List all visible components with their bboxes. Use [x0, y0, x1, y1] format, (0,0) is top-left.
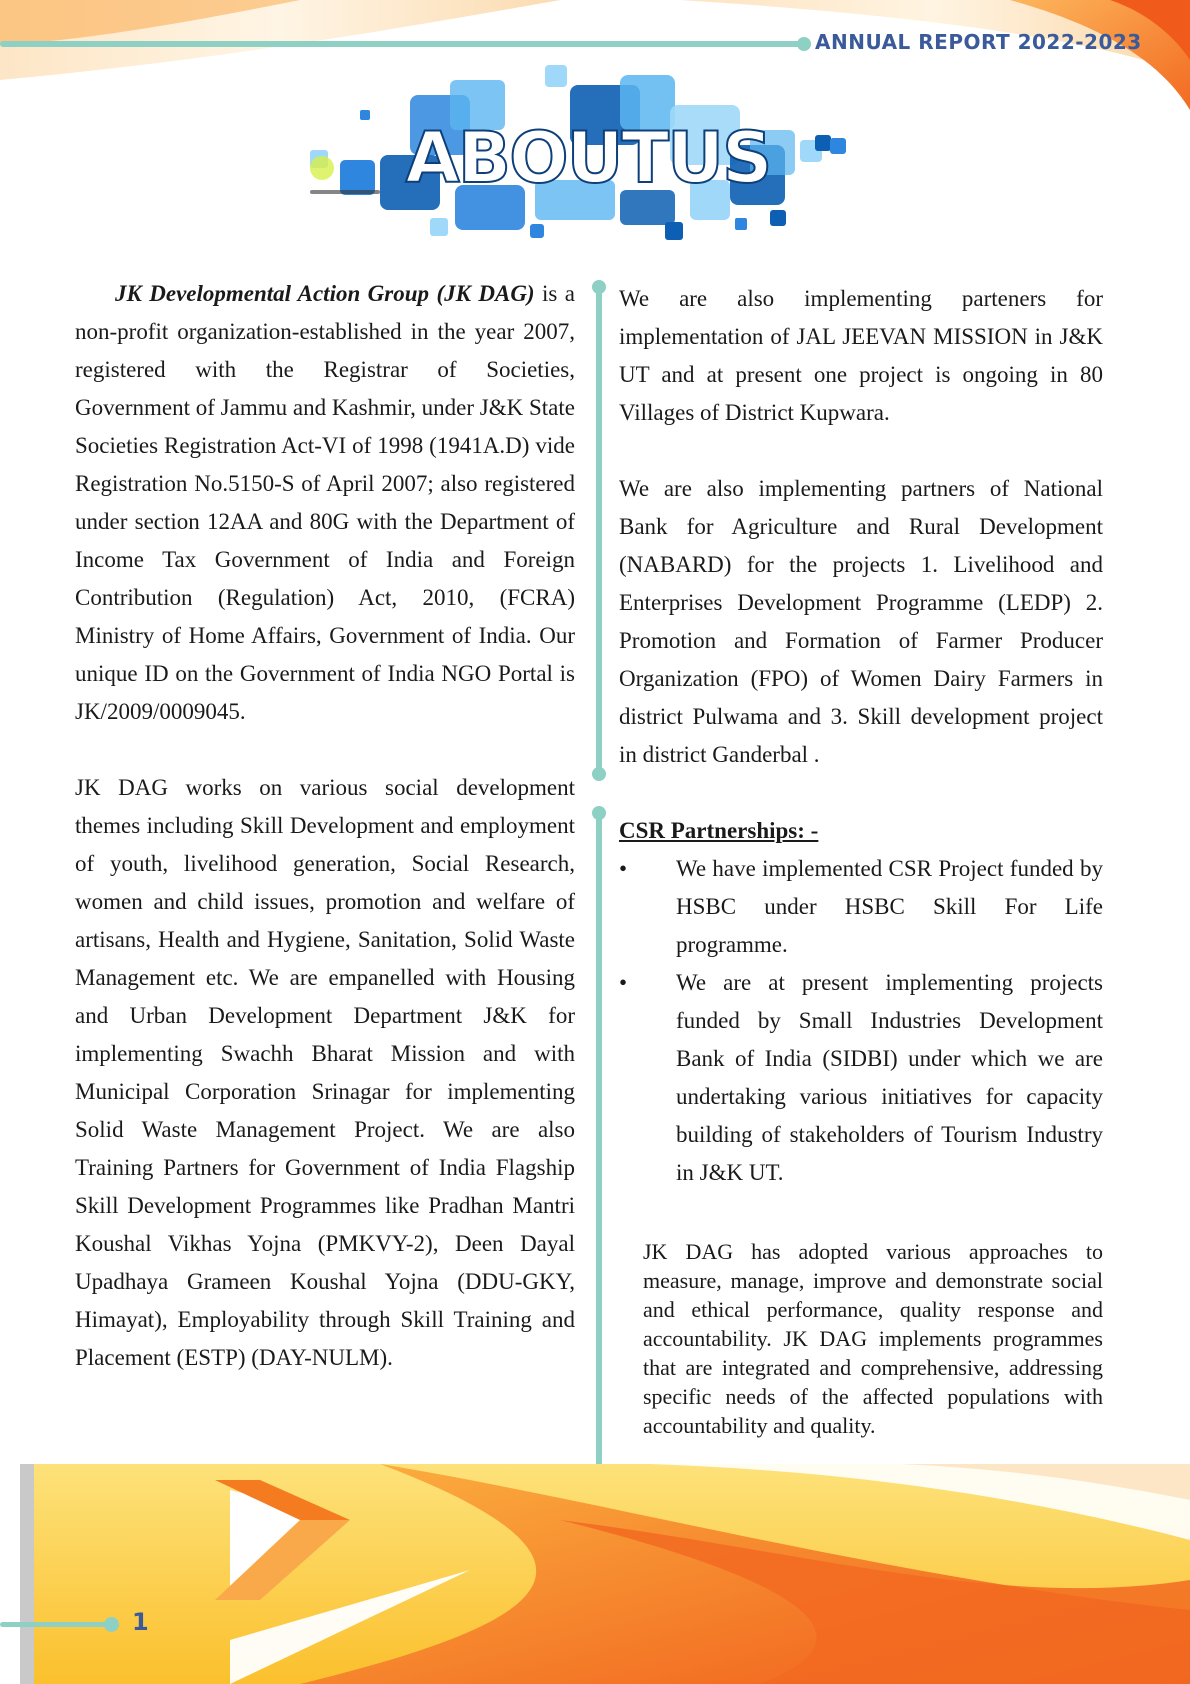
csr-list-item — [619, 850, 1103, 964]
left-column — [75, 275, 575, 1377]
organization-name: JK Developmental Action Group (JK DAG) — [115, 281, 535, 306]
column-divider-top — [596, 286, 602, 773]
footer-rule — [0, 1622, 110, 1627]
report-title: ANNUAL REPORT 2022-2023 — [815, 30, 1142, 54]
column-divider-bottom — [596, 812, 602, 1472]
page-number: 1 — [132, 1608, 149, 1636]
approach-paragraph: JK DAG has adopted various approaches to measure, manage, improve and demonstrate social and ethical performance, quality response and accountability. JK DAG implements programmes that are integrated and comprehensive, addressing specific needs of the affected populations with accountability and quality. — [643, 1239, 1103, 1438]
csr-item-text: We are at present implementing projects funded by Small Industries Development Bank of India (SIDBI) under which we are undertaking various initiatives for capacity building of stakeholders of Tourism Industry in J&K UT. — [676, 970, 1103, 1185]
header-rule — [0, 41, 805, 47]
intro-text: is a non-profit organization-established in the year 2007, registered with the Registrar of Societies, Government of Jammu and Kashmir, under J&K State Societies Registration Act-VI of 1998 (1941A.D) vide Registration No.5150-S of April 2007; also registered under section 12AA and 80G with the Department of Income Tax Government of India and Foreign Contribution (Regulation) Act, 2010, (FCRA) Ministry of Home Affairs, Government of India. Our unique ID on the Government of India NGO Portal is JK/2009/0009045. — [75, 281, 575, 724]
bullet-icon: • — [619, 856, 628, 881]
csr-heading: CSR Partnerships: - — [619, 818, 819, 843]
bullet-icon: • — [619, 970, 628, 995]
about-us-logo-text: ABOUTUS — [405, 117, 771, 199]
csr-list-item — [619, 964, 1103, 1192]
divider-dot — [592, 280, 606, 294]
intro-paragraph — [75, 275, 575, 731]
right-column — [619, 280, 1103, 1192]
csr-list — [619, 850, 1103, 1192]
header-rule-dot — [797, 37, 811, 51]
divider-dot — [592, 806, 606, 820]
csr-item-text: We have implemented CSR Project funded by HSBC under HSBC Skill For Life programme. — [676, 856, 1103, 957]
themes-paragraph: JK DAG works on various social development themes including Skill Development and employment of youth, livelihood generation, Social Research, women and child issues, promotion and welfare of artisans, Health and Hygiene, Sanitation, Solid Waste Management etc. We are empanelled with Housing and Urban Development Department J&K for implementing Swachh Bharat Mission and with Municipal Corporation Srinagar for implementing Solid Waste Management Project. We are also Training Partners for Government of India Flagship Skill Development Programmes like Pradhan Mantri Koushal Vikhas Yojna (PMKVY-2), Deen Dayal Upadhaya Grameen Koushal Yojna (DDU-GKY, Himayat), Employability through Skill Training and Placement (ESTP) (DAY-NULM). — [75, 775, 575, 1370]
nabard-paragraph: We are also implementing partners of National Bank for Agriculture and Rural Development (NABARD) for the projects 1. Livelihood and Enterprises Development Programme (LEDP) 2. Promotion and Formation of Farmer Producer Organization (FPO) of Women Dairy Farmers in district Pulwama and 3. Skill development project in district Ganderbal . — [619, 476, 1103, 767]
footer-rule-dot — [104, 1617, 119, 1632]
jal-jeevan-paragraph: We are also implementing parteners for implementation of JAL JEEVAN MISSION in J&K UT and at present one project is ongoing in 80 Villages of District Kupwara. — [619, 286, 1103, 425]
footer-decoration — [0, 1460, 1190, 1684]
divider-dot — [592, 767, 606, 781]
about-us-logo — [300, 60, 890, 250]
